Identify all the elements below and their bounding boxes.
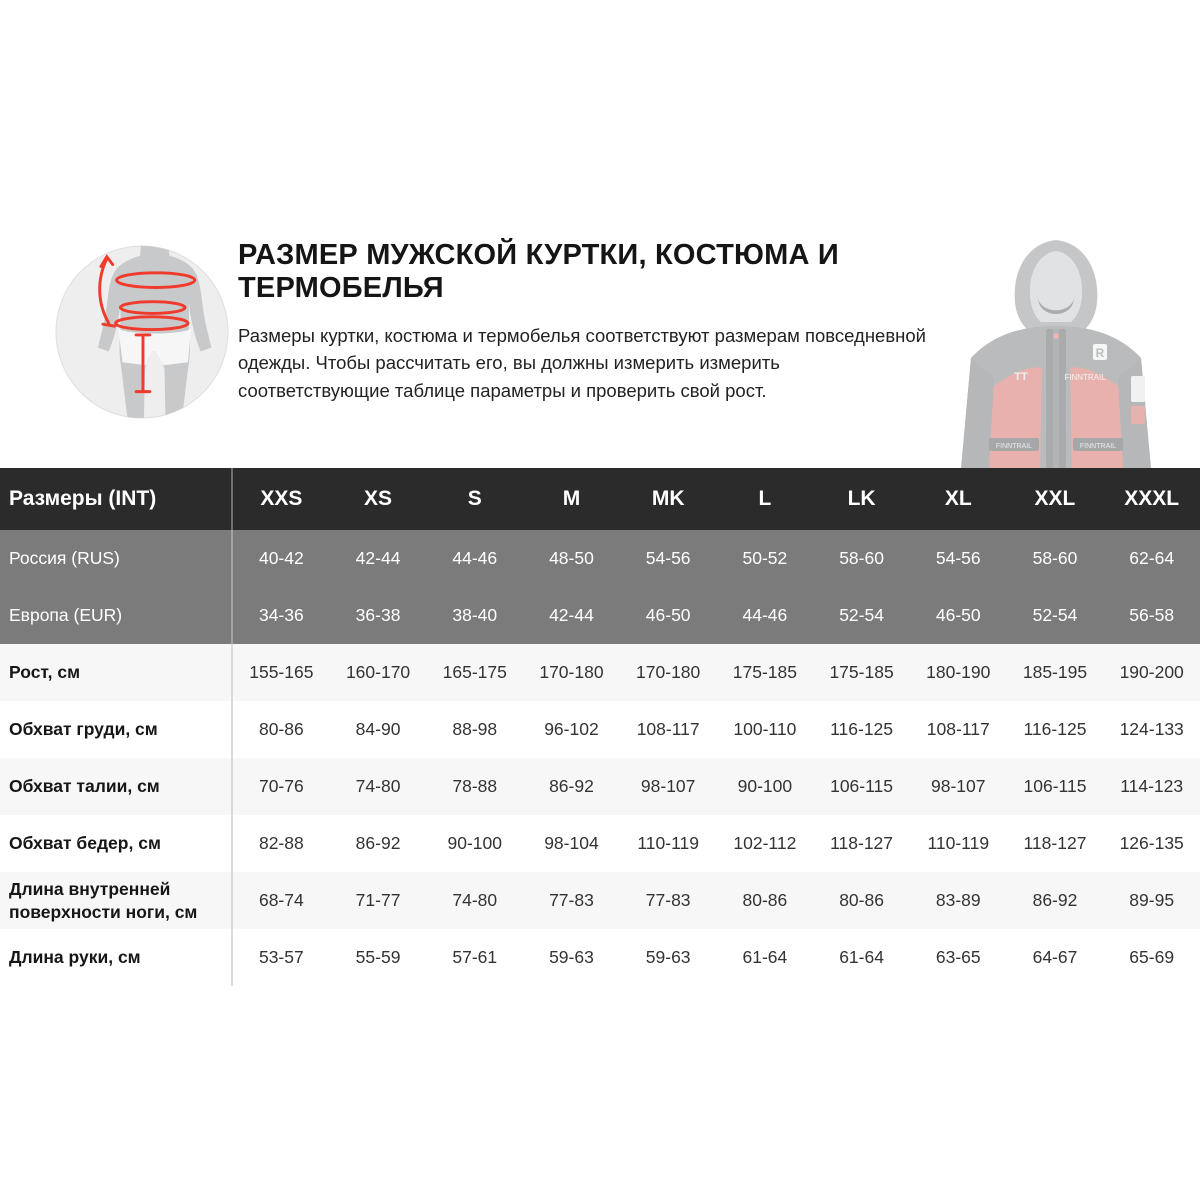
table-header-label: Размеры (INT) <box>0 468 233 530</box>
size-value-cell: 58-60 <box>839 548 884 568</box>
size-value-cell: 74-80 <box>355 776 401 796</box>
table-row <box>0 758 1200 815</box>
size-value-cell: 77-83 <box>645 890 691 910</box>
size-value-cell: 44-46 <box>742 605 788 625</box>
size-value-cell: 175-185 <box>732 662 797 682</box>
size-value-cell: 46-50 <box>645 605 691 625</box>
jacket-photo <box>945 226 1167 469</box>
size-value-cell: 54-56 <box>935 548 981 568</box>
size-value-cell: 110-119 <box>637 833 699 853</box>
size-column-header-xxl: XXL <box>1034 487 1076 510</box>
size-value-cell: 42-44 <box>355 548 401 568</box>
size-value-cell: 98-107 <box>931 776 986 796</box>
size-value-cell: 52-54 <box>839 605 884 625</box>
size-column-header-xl: XL <box>944 487 972 510</box>
size-value-cell: 180-190 <box>926 662 991 682</box>
size-value-cell: 83-89 <box>935 890 981 910</box>
size-value-cell: 116-125 <box>830 719 894 739</box>
table-row <box>0 587 1200 644</box>
size-value-cell: 42-44 <box>549 605 594 625</box>
size-value-cell: 70-76 <box>258 776 304 796</box>
size-value-cell: 52-54 <box>1032 605 1078 625</box>
size-value-cell: 82-88 <box>258 833 304 853</box>
svg-text:R: R <box>1095 346 1105 360</box>
intro-section <box>0 225 1200 468</box>
size-value-cell: 57-61 <box>452 947 498 967</box>
size-value-cell: 110-119 <box>927 833 990 853</box>
size-value-cell: 46-50 <box>935 605 981 625</box>
row-label: Россия (RUS) <box>0 530 233 587</box>
svg-text:TT: TT <box>1014 371 1028 383</box>
size-column-header-s: S <box>467 487 482 510</box>
size-value-cell: 59-63 <box>549 947 594 967</box>
size-value-cell: 116-125 <box>1023 719 1087 739</box>
svg-text:FINNTRAIL: FINNTRAIL <box>1079 443 1117 450</box>
size-column-header-xs: XS <box>364 487 393 510</box>
svg-text:FINNTRAIL: FINNTRAIL <box>995 443 1033 450</box>
row-label: Обхват бедер, см <box>0 815 233 872</box>
size-value-cell: 170-180 <box>636 662 701 682</box>
size-value-cell: 106-115 <box>1023 776 1087 796</box>
size-value-cell: 165-175 <box>442 662 507 682</box>
size-value-cell: 96-102 <box>544 719 599 739</box>
size-value-cell: 88-98 <box>452 719 498 739</box>
size-table <box>0 468 1200 986</box>
table-row <box>0 872 1200 929</box>
size-value-cell: 108-117 <box>636 719 700 739</box>
size-value-cell: 71-77 <box>355 890 401 910</box>
size-column-header-mk: MK <box>651 487 685 510</box>
size-value-cell: 61-64 <box>839 947 884 967</box>
size-value-cell: 50-52 <box>742 548 788 568</box>
size-value-cell: 126-135 <box>1119 833 1184 853</box>
size-value-cell: 61-64 <box>742 947 788 967</box>
size-value-cell: 78-88 <box>452 776 498 796</box>
size-value-cell: 155-165 <box>249 662 314 682</box>
svg-text:FINNTRAIL: FINNTRAIL <box>1064 373 1106 382</box>
size-column-header-lk: LK <box>847 487 876 510</box>
size-value-cell: 102-112 <box>733 833 797 853</box>
size-value-cell: 55-59 <box>355 947 401 967</box>
size-value-cell: 80-86 <box>258 719 304 739</box>
row-label: Длина руки, см <box>0 929 233 986</box>
size-value-cell: 68-74 <box>258 890 304 910</box>
size-value-cell: 84-90 <box>355 719 401 739</box>
size-value-cell: 77-83 <box>549 890 594 910</box>
size-value-cell: 170-180 <box>539 662 604 682</box>
table-row <box>0 530 1200 587</box>
body-measurement-diagram-icon <box>54 244 230 420</box>
size-value-cell: 89-95 <box>1129 890 1175 910</box>
size-value-cell: 108-117 <box>926 719 990 739</box>
size-value-cell: 44-46 <box>452 548 498 568</box>
row-label: Рост, см <box>0 644 233 701</box>
size-column-header-xxs: XXS <box>260 487 303 510</box>
table-row <box>0 815 1200 872</box>
size-value-cell: 86-92 <box>1032 890 1078 910</box>
size-value-cell: 62-64 <box>1129 548 1175 568</box>
size-value-cell: 65-69 <box>1129 947 1175 967</box>
row-label: Европа (EUR) <box>0 587 233 644</box>
size-value-cell: 58-60 <box>1032 548 1078 568</box>
row-label: Обхват талии, см <box>0 758 233 815</box>
size-value-cell: 118-127 <box>830 833 894 853</box>
page-description: Размеры куртки, костюма и термобелья соответствуют размерам повседневной одежды. Чтобы рассчитать его, вы должны измерить измерить соответствующие таблице параметры и проверить свой рост. <box>238 324 926 402</box>
size-value-cell: 63-65 <box>935 947 981 967</box>
size-value-cell: 59-63 <box>645 947 691 967</box>
size-value-cell: 98-104 <box>544 833 599 853</box>
size-value-cell: 40-42 <box>258 548 304 568</box>
size-value-cell: 106-115 <box>830 776 894 796</box>
size-value-cell: 90-100 <box>447 833 502 853</box>
size-value-cell: 190-200 <box>1119 662 1184 682</box>
row-label: Обхват груди, см <box>0 701 233 758</box>
size-value-cell: 80-86 <box>839 890 884 910</box>
table-row <box>0 644 1200 701</box>
size-value-cell: 74-80 <box>452 890 498 910</box>
size-value-cell: 175-185 <box>829 662 894 682</box>
size-value-cell: 53-57 <box>258 947 304 967</box>
size-value-cell: 48-50 <box>549 548 594 568</box>
size-value-cell: 100-110 <box>733 719 797 739</box>
size-column-header-l: L <box>758 487 772 510</box>
size-value-cell: 54-56 <box>645 548 691 568</box>
size-value-cell: 34-36 <box>258 605 304 625</box>
size-value-cell: 124-133 <box>1119 719 1184 739</box>
size-value-cell: 90-100 <box>737 776 793 796</box>
size-value-cell: 80-86 <box>742 890 788 910</box>
size-value-cell: 114-123 <box>1120 776 1184 796</box>
size-value-cell: 38-40 <box>452 605 498 625</box>
table-header-row <box>0 468 1200 530</box>
size-value-cell: 98-107 <box>640 776 696 796</box>
size-value-cell: 160-170 <box>345 662 411 682</box>
size-value-cell: 36-38 <box>355 605 401 625</box>
table-row <box>0 701 1200 758</box>
size-column-header-m: M <box>562 487 581 510</box>
size-value-cell: 64-67 <box>1032 947 1078 967</box>
size-column-header-xxxl: XXXL <box>1124 487 1180 510</box>
page-title: РАЗМЕР МУЖСКОЙ КУРТКИ, КОСТЮМА И ТЕРМОБЕЛЬЯ <box>238 239 839 305</box>
table-row <box>0 929 1200 986</box>
intro-text <box>238 239 938 405</box>
size-value-cell: 118-127 <box>1023 833 1087 853</box>
size-value-cell: 86-92 <box>549 776 594 796</box>
size-value-cell: 185-195 <box>1022 662 1088 682</box>
size-value-cell: 56-58 <box>1129 605 1175 625</box>
size-value-cell: 86-92 <box>355 833 401 853</box>
row-label: Длина внутренней поверхности ноги, см <box>0 872 233 929</box>
